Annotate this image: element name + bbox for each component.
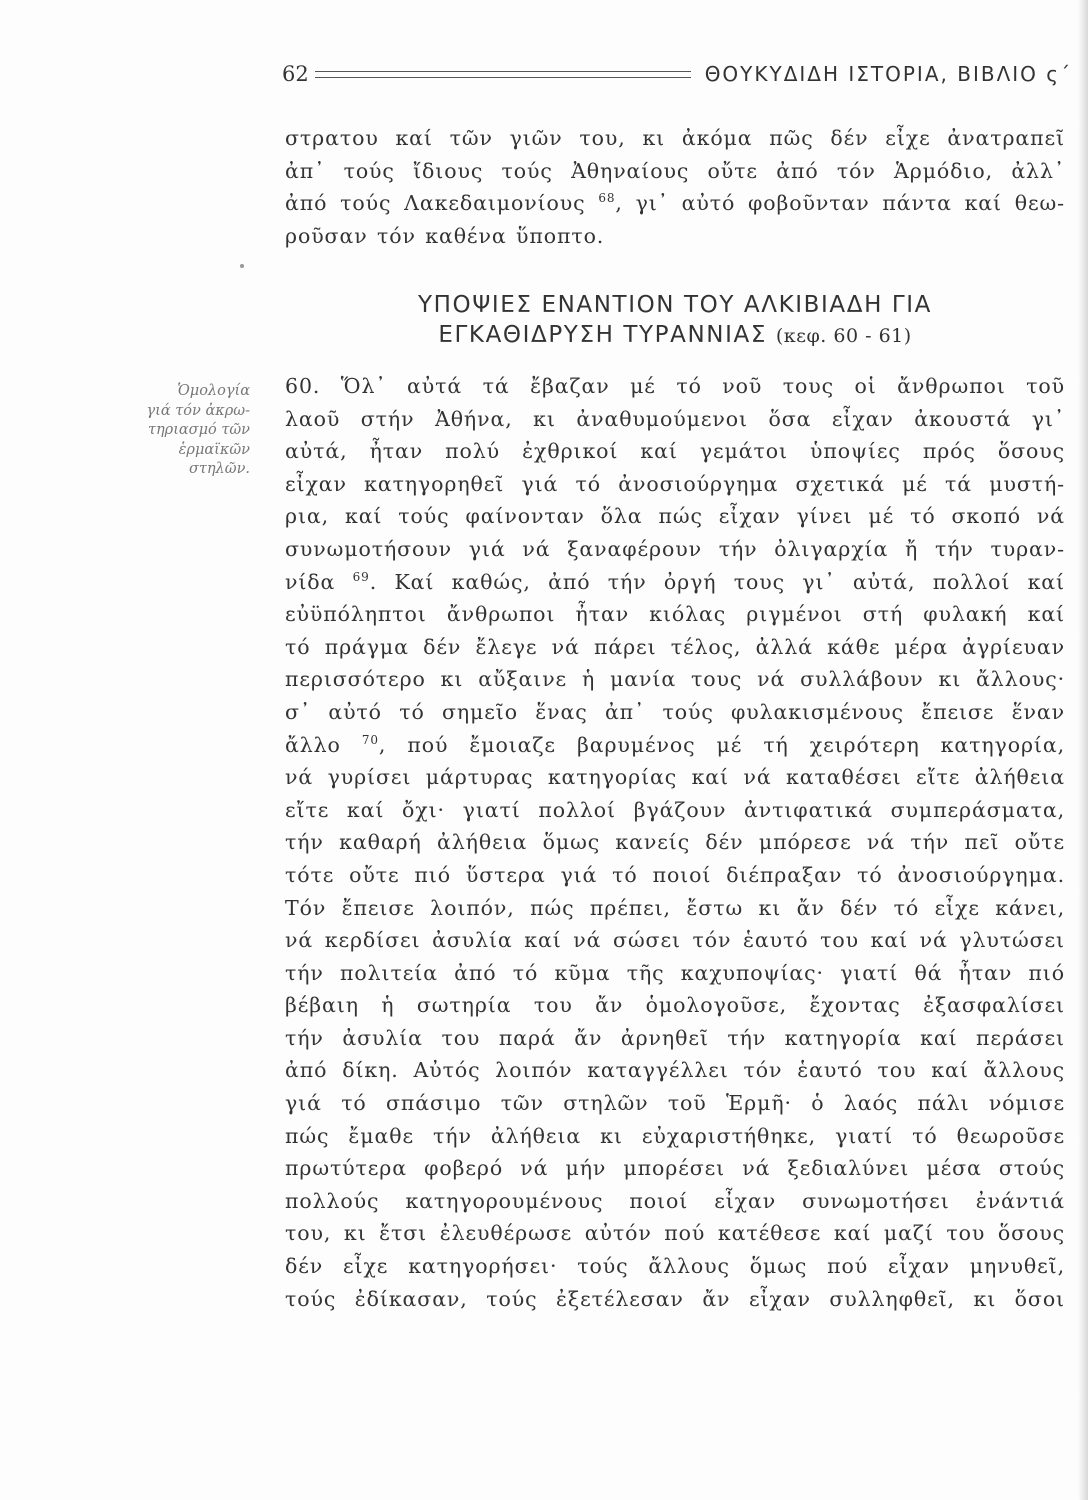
page-binding-edge bbox=[1078, 0, 1088, 1500]
text-line: γιά τό σπάσιμο τῶν στηλῶν τοῦ Ἑρμῆ· ὁ λαός πάλι νόμισε bbox=[285, 1091, 1065, 1116]
text-line: ἀπό τούς Λακεδαιμονίους $^{68}$, γι᾿ αὐτό φοβοῦνταν πάντα καί θεω- bbox=[285, 191, 1065, 216]
heading-line: ΕΓΚΑΘΙΔΡΥΣΗ ΤΥΡΑΝΝΙΑΣ (κεφ. 60 - 61) bbox=[438, 322, 912, 348]
text-line: πολλούς κατηγορουμένους ποιοί εἶχαν συνωμοτήσει ἐνάντιά bbox=[285, 1188, 1065, 1213]
scan-speck bbox=[240, 264, 244, 268]
text-line: εἶχαν κατηγορηθεῖ γιά τό ἀνοσιούργημα σχετικά μέ τά μυστή- bbox=[285, 471, 1065, 496]
text-line: νίδα $^{69}$. Καί καθώς, ἀπό τήν ὀργή τους γι᾿ αὐτά, πολλοί καί bbox=[285, 569, 1065, 594]
text-line: ροῦσαν τόν καθένα ὕποπτο. bbox=[285, 223, 605, 248]
text-line: στρατου καί τῶν γιῶν του, κι ἀκόμα πῶς δέν εἶχε ἀνατραπεῖ bbox=[285, 126, 1065, 150]
section-heading bbox=[285, 290, 1065, 350]
text-line: σ᾿ αὐτό τό σημεῖο ἕνας ἀπ᾿ τούς φυλακισμένους ἔπεισε ἕναν bbox=[285, 699, 1065, 724]
text-line: νά γυρίσει μάρτυρας κατηγορίας καί νά καταθέσει εἴτε ἀλήθεια bbox=[285, 765, 1065, 790]
heading-line: ΥΠΟΨΙΕΣ ΕΝΑΝΤΙΟΝ ΤΟΥ ΑΛΚΙΒΙΑΔΗ ΓΙΑ bbox=[417, 292, 933, 318]
text-line: τήν πολιτεία ἀπό τό κῦμα τῆς καχυποψίας· γιατί θά ἦταν πιό bbox=[285, 960, 1065, 985]
text-line: περισσότερο κι αὔξαινε ἡ μανία τους νά συλλάβουν κι ἄλλους· bbox=[285, 667, 1065, 692]
text-line: ρια, καί τούς φαίνονταν ὅλα πώς εἶχαν γίνει μέ τό σκοπό νά bbox=[285, 504, 1065, 529]
running-title: ΘΟΥΚΥΔΙΔΗ ΙΣΤΟΡΙΑ, ΒΙΒΛΙΟ ς΄ bbox=[704, 62, 1072, 86]
text-line: νά κερδίσει ἀσυλία καί νά σώσει τόν ἑαυτό του καί νά γλυτώσει bbox=[285, 928, 1065, 953]
text-line: λαοῦ στήν Ἀθήνα, κι ἀναθυμούμενοι ὅσα εἶχαν ἀκουστά γι᾿ bbox=[285, 406, 1065, 431]
text-line: δέν εἶχε κατηγορήσει· τούς ἄλλους ὅμως πού εἶχαν μηνυθεῖ, bbox=[285, 1254, 1065, 1279]
page-number: 62 bbox=[282, 62, 309, 86]
text-line: ἀπό δίκη. Αὐτός λοιπόν καταγγέλλει τόν ἑαυτό του καί ἄλλους bbox=[285, 1058, 1065, 1083]
text-line: τήν καθαρή ἀλήθεια ὅμως κανείς δέν μπόρεσε νά τήν πεῖ οὔτε bbox=[285, 830, 1065, 855]
text-line: 60. Ὅλ᾿ αὐτά τά ἔβαζαν μέ τό νοῦ τους οἱ ἄνθρωποι τοῦ bbox=[285, 374, 1065, 398]
margin-note: Ὁμολογία γιά τόν ἀκρω- τηριασμό τῶν ἑρμαϊκῶν στηλῶν. bbox=[146, 383, 250, 477]
text-line: ἀπ᾿ τούς ἴδιους τούς Ἀθηναίους οὔτε ἀπό τόν Ἁρμόδιο, ἀλλ᾿ bbox=[285, 158, 1065, 183]
text-line: ἄλλο $^{70}$, πού ἔμοιαζε βαρυμένος μέ τή χειρότερη κατηγορία, bbox=[285, 732, 1065, 757]
text-line: τήν ἀσυλία του παρά ἄν ἀρνηθεῖ τήν κατηγορία καί περάσει bbox=[285, 1025, 1065, 1050]
footnote-ref[interactable]: 70 bbox=[361, 732, 379, 747]
chapter-60-paragraph bbox=[285, 370, 1065, 1315]
text-line: του, κι ἔτσι ἐλευθέρωσε αὐτόν πού κατέθεσε καί μαζί του ὅσους bbox=[285, 1221, 1065, 1246]
text-line: πώς ἔμαθε τήν ἀλήθεια κι εὐχαριστήθηκε, γιατί τό θεωροῦσε bbox=[285, 1123, 1065, 1148]
text-line: τό πράγμα δέν ἔλεγε νά πάρει τέλος, ἀλλά κάθε μέρα ἀγρίευαν bbox=[285, 634, 1065, 659]
text-line: εἴτε καί ὄχι· γιατί πολλοί βγάζουν ἀντιφατικά συμπεράσματα, bbox=[285, 797, 1065, 822]
text-line: Τόν ἔπεισε λοιπόν, πώς πρέπει, ἔστω κι ἄν δέν τό εἶχε κάνει, bbox=[285, 895, 1065, 920]
running-header bbox=[282, 56, 1072, 92]
header-rule bbox=[315, 71, 691, 78]
text-line: εὐϋπόληπτοι ἄνθρωποι ἦταν κιόλας ριγμένοι στή φυλακή καί bbox=[285, 602, 1065, 627]
text-line: αὐτά, ἦταν πολύ ἐχθρικοί καί γεμάτοι ὑποψίες πρός ὅσους bbox=[285, 439, 1065, 464]
text-line: πρωτύτερα φοβερό νά μήν μπορέσει νά ξεδιαλύνει μέσα στούς bbox=[285, 1156, 1065, 1181]
text-line: βέβαιη ἡ σωτηρία του ἄν ὁμολογοῦσε, ἔχοντας ἐξασφαλίσει bbox=[285, 993, 1065, 1018]
text-line: τότε οὔτε πιό ὕστερα γιά τό ποιοί διέπραξαν τό ἀνοσιούργημα. bbox=[285, 862, 1065, 887]
paragraph-continued bbox=[285, 122, 1065, 252]
text-line: τούς ἐδίκασαν, τούς ἐξετέλεσαν ἄν εἶχαν συλληφθεῖ, κι ὅσοι bbox=[285, 1286, 1065, 1311]
footnote-ref[interactable]: 69 bbox=[352, 569, 370, 584]
text-line: συνωμοτήσουν γιά νά ξαναφέρουν τήν ὀλιγαρχία ἤ τήν τυραν- bbox=[285, 536, 1065, 561]
chapter-reference: (κεφ. 60 - 61) bbox=[775, 325, 912, 347]
footnote-ref[interactable]: 68 bbox=[598, 191, 616, 206]
